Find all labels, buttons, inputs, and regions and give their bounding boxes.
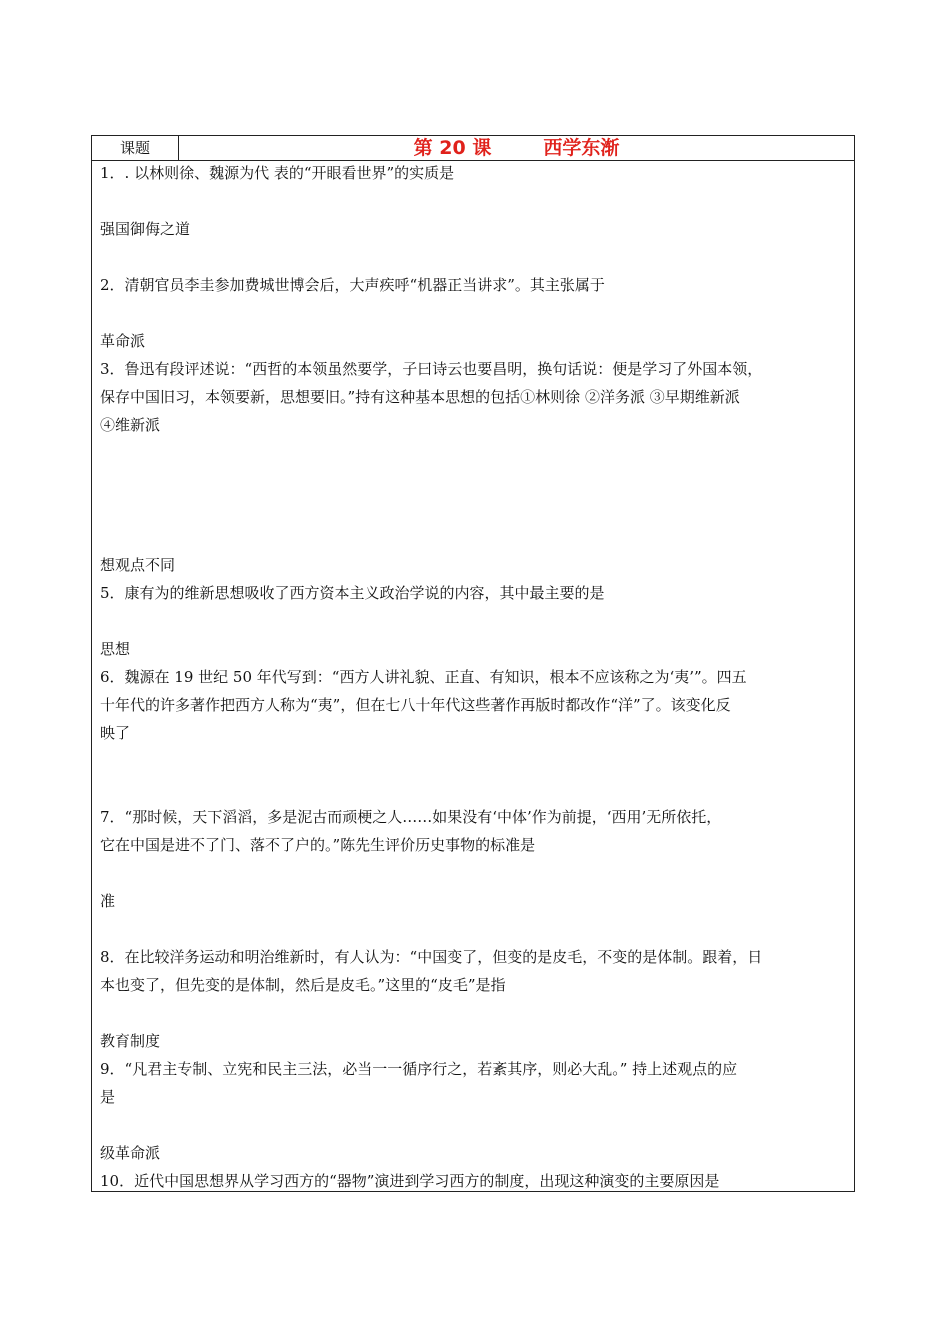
q1-stem: 1．. 以林则徐、魏源为代 表的“开眼看世界”的实质是 (100, 164, 455, 182)
q9-stem-line1: 9．“凡君主专制、立宪和民主三法，必当一一循序行之，若紊其序，则必大乱。” 持上述观点的应 (100, 1060, 738, 1078)
q8-option-d-cont: 教育制度 (100, 1032, 161, 1050)
header-row (92, 136, 854, 161)
question-table (91, 135, 855, 1192)
q3-stem-line3: ④维新派 (100, 416, 161, 434)
q2-option-d-cont: 革命派 (100, 332, 146, 350)
q7-stem-line2: 它在中国是进不了门、落不了户的。”陈先生评价历史事物的标准是 (100, 836, 536, 854)
q3-stem-line1: 3．鲁迅有段评述说：“西哲的本领虽然要学，子曰诗云也要昌明，换句话说：便是学习了外国本领， (100, 360, 763, 378)
q6-stem-line2: 十年代的许多著作把西方人称为“夷”，但在七八十年代这些著作再版时都改作“洋”了。该变化反 (100, 696, 731, 714)
q9-option-d-cont: 级革命派 (100, 1144, 161, 1162)
page-title (179, 136, 854, 160)
topic-label: 课题 (92, 136, 179, 160)
q5-stem: 5．康有为的维新思想吸收了西方资本主义政治学说的内容，其中最主要的是 (100, 584, 605, 602)
q3-stem-line2: 保存中国旧习，本领要新，思想要旧。”持有这种基本思想的包括①林则徐 ②洋务派 ③早期维新派 (100, 388, 740, 406)
q7-stem-line1: 7．“那时候，天下滔滔，多是泥古而顽梗之人……如果没有‘中体’作为前提，‘西用’无所依托， (100, 808, 722, 826)
q9-stem-line2: 是 (100, 1088, 116, 1106)
q5-option-d-cont: 思想 (100, 640, 131, 658)
lesson-title: 西学东渐 (543, 137, 620, 159)
q4-option-d-cont: 想观点不同 (100, 556, 176, 574)
q7-option-b-cont: 准 (100, 892, 116, 910)
q10-stem: 10．近代中国思想界从学习西方的“器物”演进到学习西方的制度，出现这种演变的主要原因是 (100, 1172, 720, 1190)
q1-option-b-cont: 强国御侮之道 (100, 220, 191, 238)
q2-stem: 2．清朝官员李圭参加费城世博会后，大声疾呼“机器正当讲求”。其主张属于 (100, 276, 605, 294)
q8-stem-line2: 本也变了，但先变的是体制，然后是皮毛。”这里的“皮毛”是指 (100, 976, 506, 994)
q8-stem-line1: 8．在比较洋务运动和明治维新时，有人认为：“中国变了，但变的是皮毛，不变的是体制。跟着，日 (100, 948, 763, 966)
q6-stem-line3: 映了 (100, 724, 131, 742)
lesson-number: 第 20 课 (413, 137, 492, 159)
q6-stem-line1: 6．魏源在 19 世纪 50 年代写到：“西方人讲礼貌、正直、有知识，根本不应该称之为‘夷’”。四五 (100, 668, 747, 686)
